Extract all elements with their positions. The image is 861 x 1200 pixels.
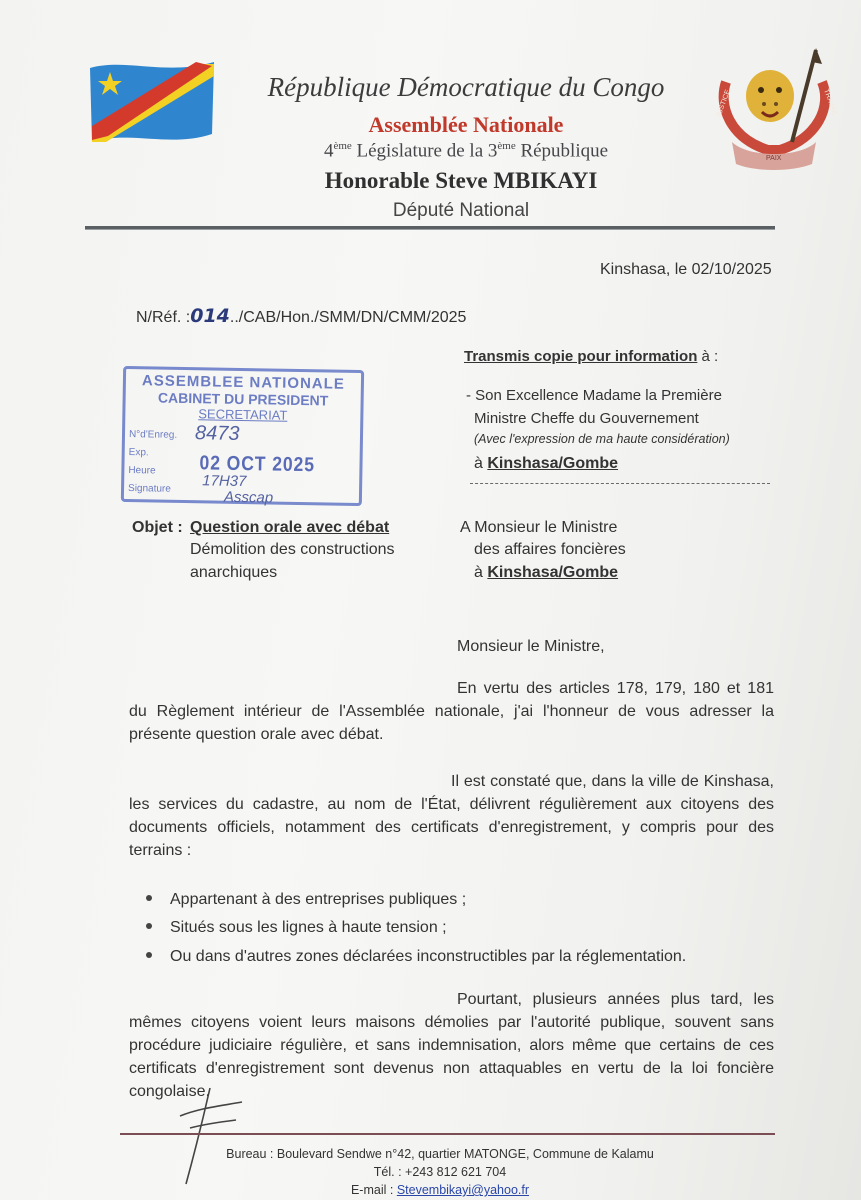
list-item: Appartenant à des entreprises publiques ; xyxy=(146,891,466,909)
emblem-motto-right: TRAVAIL xyxy=(822,88,839,118)
stamp-heure-label: Heure xyxy=(128,465,156,477)
list-item: Ou dans d'autres zones déclarées inconstructibles par la réglementation. xyxy=(146,948,686,966)
subject-label: Objet : xyxy=(132,519,183,536)
reference-line: N/Réf. :014../CAB/Hon./SMM/DN/CMM/2025 xyxy=(136,305,467,327)
body-paragraph: Il est constaté que, dans la ville de Kinshasa, les services du cadastre, au nom de l'État, délivrent régulièrement aux citoyens des documents officiels, notamment des certificats d'enregistrement, y compris pour des terrains : xyxy=(129,773,774,859)
footer-email: E-mail : Stevembikayi@yahoo.fr xyxy=(350,1183,530,1197)
stamp-department: SECRETARIAT xyxy=(198,406,288,423)
country-name: République Démocratique du Congo xyxy=(267,72,665,102)
stamp-exp-label: Exp. xyxy=(128,447,149,459)
footer-phone: Tél. : +243 812 621 704 xyxy=(373,1165,507,1179)
registration-stamp xyxy=(121,366,364,506)
salutation: Monsieur le Ministre, xyxy=(457,638,605,655)
letter-date: Kinshasa, le 02/10/2025 xyxy=(600,261,772,278)
header-divider xyxy=(85,226,775,230)
stamp-time: 17H37 xyxy=(202,472,247,491)
copy-city: à Kinshasa/Gombe xyxy=(474,455,619,472)
stamp-signature: Asscap xyxy=(223,488,274,507)
bullet-icon xyxy=(146,923,152,929)
assembly-name: Assemblée Nationale xyxy=(368,112,564,137)
stamp-office: CABINET DU PRESIDENT xyxy=(157,389,329,409)
subject-line: anarchiques xyxy=(190,564,278,581)
bullet-icon xyxy=(146,895,152,901)
copy-courtesy-note: (Avec l'expression de ma haute considération) xyxy=(474,432,730,446)
stamp-enreg-number: 8473 xyxy=(194,422,240,445)
subject-line: Démolition des constructions xyxy=(190,541,395,558)
footer-address: Bureau : Boulevard Sendwe n°42, quartier MATONGE, Commune de Kalamu xyxy=(226,1147,654,1161)
addressee-line: des affaires foncières xyxy=(474,541,626,558)
legislature-line: 4ème Législature de la 3ème République xyxy=(323,140,609,162)
addressee-city: à Kinshasa/Gombe xyxy=(474,564,619,581)
bullet-icon xyxy=(146,952,152,958)
stamp-institution: ASSEMBLEE NATIONALE xyxy=(141,372,346,393)
stamp-enreg-label: N°d'Enreg. xyxy=(128,429,178,441)
emblem-motto-left: JUSTICE xyxy=(715,88,732,119)
copy-recipient-line: Ministre Cheffe du Gouvernement xyxy=(474,410,699,427)
footer-divider xyxy=(120,1133,775,1135)
reference-number: 014 xyxy=(190,305,230,327)
copy-heading: Transmis copie pour information à : xyxy=(464,348,719,365)
list-item: Situés sous les lignes à haute tension ; xyxy=(146,919,447,937)
emblem-motto-bottom: PAIX xyxy=(766,155,782,162)
sender-title: Député National xyxy=(392,200,530,221)
sender-name: Honorable Steve MBIKAYI xyxy=(324,168,598,193)
body-paragraph: Pourtant, plusieurs années plus tard, les mêmes citoyens voient leurs maisons démolies par l'autorité publique, souvent sans procédure judiciaire régulière, et sans indemnisation, alors même que certains de ces certificats d'enregistrement sont devenus non attaquables en vertu de la loi foncière congolaise. xyxy=(129,991,774,1100)
copy-divider xyxy=(470,483,770,484)
addressee-line: A Monsieur le Ministre xyxy=(460,519,618,536)
stamp-signature-label: Signature xyxy=(127,483,171,495)
body-paragraph: En vertu des articles 178, 179, 180 et 181 du Règlement intérieur de l'Assemblée nationale, j'ai l'honneur de vous adresser la présente question orale avec débat. xyxy=(129,680,774,743)
subject-title: Question orale avec débat xyxy=(190,519,390,536)
email-link[interactable]: Stevembikayi@yahoo.fr xyxy=(396,1183,530,1197)
stamp-date: 02 OCT 2025 xyxy=(199,452,316,477)
copy-recipient-line: - Son Excellence Madame la Première xyxy=(466,387,722,404)
